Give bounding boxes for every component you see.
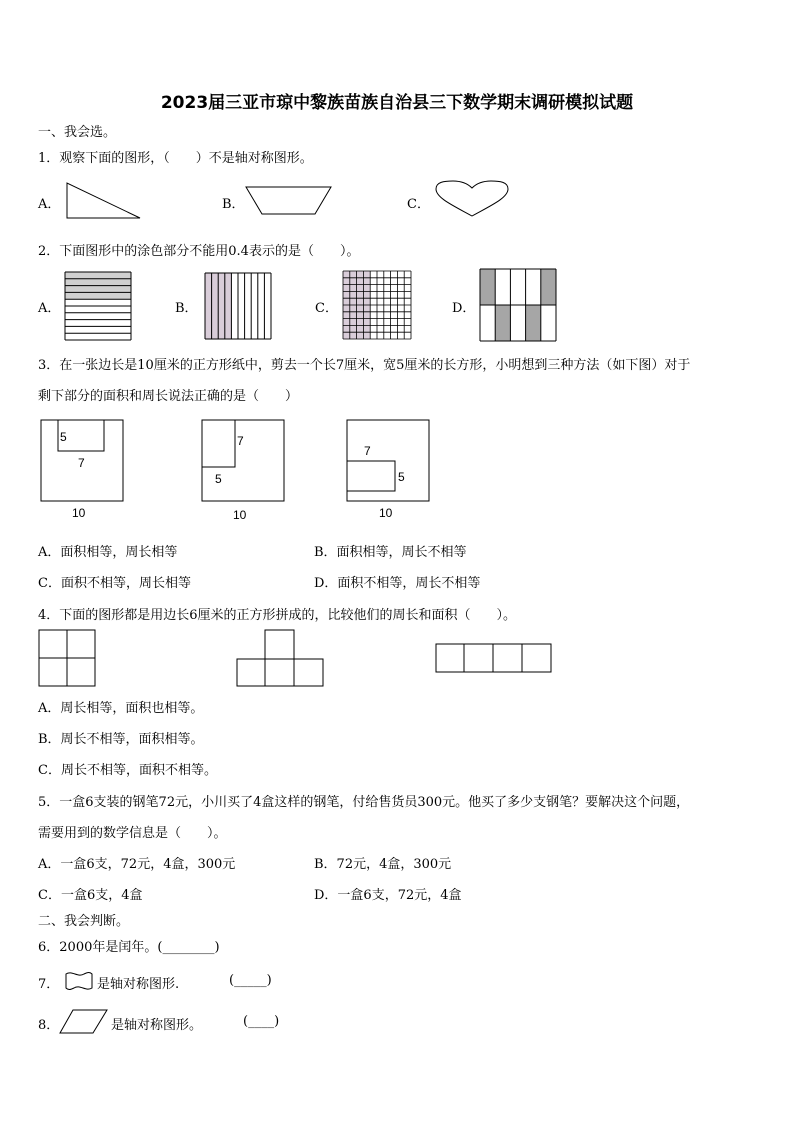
q2d-shaded-cell <box>541 269 556 305</box>
q6-text: 6．2000年是闰年。( <box>38 940 163 955</box>
q3-option-d: D．面积不相等，周长不相等 <box>314 576 481 591</box>
section-2-heading: 二、我会判断。 <box>38 914 130 929</box>
q3-figure-1 <box>40 419 126 503</box>
q1-stem: 1．观察下面的图形，（ ）不是轴对称图形。 <box>38 151 313 166</box>
q4-figure-row <box>435 643 553 673</box>
q3-figure-2 <box>201 419 287 503</box>
q7-text: 是轴对称图形. <box>97 977 180 992</box>
q8-text: 是轴对称图形。 <box>111 1018 203 1033</box>
q2-label-a: A． <box>38 301 61 316</box>
q3-fig3-width-label: 5 <box>398 470 405 484</box>
q3-fig2-side-label: 10 <box>233 508 247 522</box>
q8-blank[interactable]: (____) <box>243 1014 280 1029</box>
q3-fig3-length-label: 7 <box>364 444 371 458</box>
q8-parallelogram-figure <box>59 1009 109 1035</box>
q1-trapezoid-figure <box>245 186 333 216</box>
q7-blank[interactable]: (_____) <box>229 973 272 988</box>
q3-figure-3 <box>346 419 432 503</box>
q2d-shaded-cell <box>480 269 495 305</box>
q2d-shaded-cell <box>526 305 541 341</box>
q3-fig1-width-label: 5 <box>60 430 67 444</box>
q5-option-b: B．72元，4盒，300元 <box>314 857 452 872</box>
q1-label-a: A． <box>38 197 61 212</box>
q5-option-a: A．一盒6支，72元，4盒，300元 <box>38 857 236 872</box>
q4-option-c: C．周长不相等，面积不相等。 <box>38 763 217 778</box>
q4-figure-square <box>38 629 97 687</box>
q1-triangle-figure <box>66 182 142 220</box>
q2-label-c: C． <box>315 301 338 316</box>
q4-option-a: A．周长相等，面积也相等。 <box>38 701 204 716</box>
q5-stem-line2: 需要用到的数学信息是（ ）。 <box>38 826 227 841</box>
q4-stem: 4．下面的图形都是用边长6厘米的正方形拼成的，比较他们的周长和面积（ ）。 <box>38 608 517 623</box>
q1-label-b: B． <box>222 197 245 212</box>
q6-item <box>38 936 220 955</box>
q7-wave-figure <box>64 970 94 992</box>
q3-fig2-width-label: 5 <box>215 472 222 486</box>
q5-option-d: D．一盒6支，72元，4盒 <box>314 888 462 903</box>
q5-stem-line1: 5．一盒6支装的钢笔72元，小川买了4盒这样的钢笔，付给售货员300元。他买了多少支钢笔？要解决这个问题， <box>38 795 690 810</box>
section-1-heading: 一、我会选。 <box>38 125 117 140</box>
page-title: 2023届三亚市琼中黎族苗族自治县三下数学期末调研模拟试题 <box>160 93 634 113</box>
q1-label-c: C． <box>407 197 430 212</box>
q3-fig2-length-label: 7 <box>237 434 244 448</box>
q3-option-b: B．面积相等，周长不相等 <box>314 545 467 560</box>
q2-figure-d <box>479 268 557 342</box>
q5-option-c: C．一盒6支，4盒 <box>38 888 143 903</box>
q3-fig1-side-label: 10 <box>72 506 86 520</box>
q4-option-b: B．周长不相等，面积相等。 <box>38 732 204 747</box>
q3-fig3-side-label: 10 <box>379 506 393 520</box>
q6-close: ) <box>214 940 220 955</box>
q3-stem-line2: 剩下部分的面积和周长说法正确的是（ ） <box>38 389 299 404</box>
q3-fig1-length-label: 7 <box>78 456 85 470</box>
q4-figure-t-shape <box>236 629 326 688</box>
q2-label-b: B． <box>175 301 198 316</box>
q1-heart-figure <box>434 180 510 218</box>
q2-figure-a <box>64 271 132 341</box>
q3-option-a: A．面积相等，周长相等 <box>38 545 178 560</box>
q6-blank[interactable]: ________ <box>162 940 215 955</box>
q3-stem-line1: 3．在一张边长是10厘米的正方形纸中，剪去一个长7厘米，宽5厘米的长方形，小明想到三种方法（如下图）对于 <box>38 358 691 373</box>
q2-stem: 2．下面图形中的涂色部分不能用0.4表示的是（ ）。 <box>38 244 360 259</box>
q3-option-c: C．面积不相等，周长相等 <box>38 576 191 591</box>
q2-label-d: D． <box>452 301 476 316</box>
q7-number: 7． <box>38 977 60 992</box>
q8-number: 8． <box>38 1018 60 1033</box>
q2-figure-c <box>342 270 412 340</box>
q2d-shaded-cell <box>495 305 510 341</box>
q2-figure-b <box>204 272 272 340</box>
